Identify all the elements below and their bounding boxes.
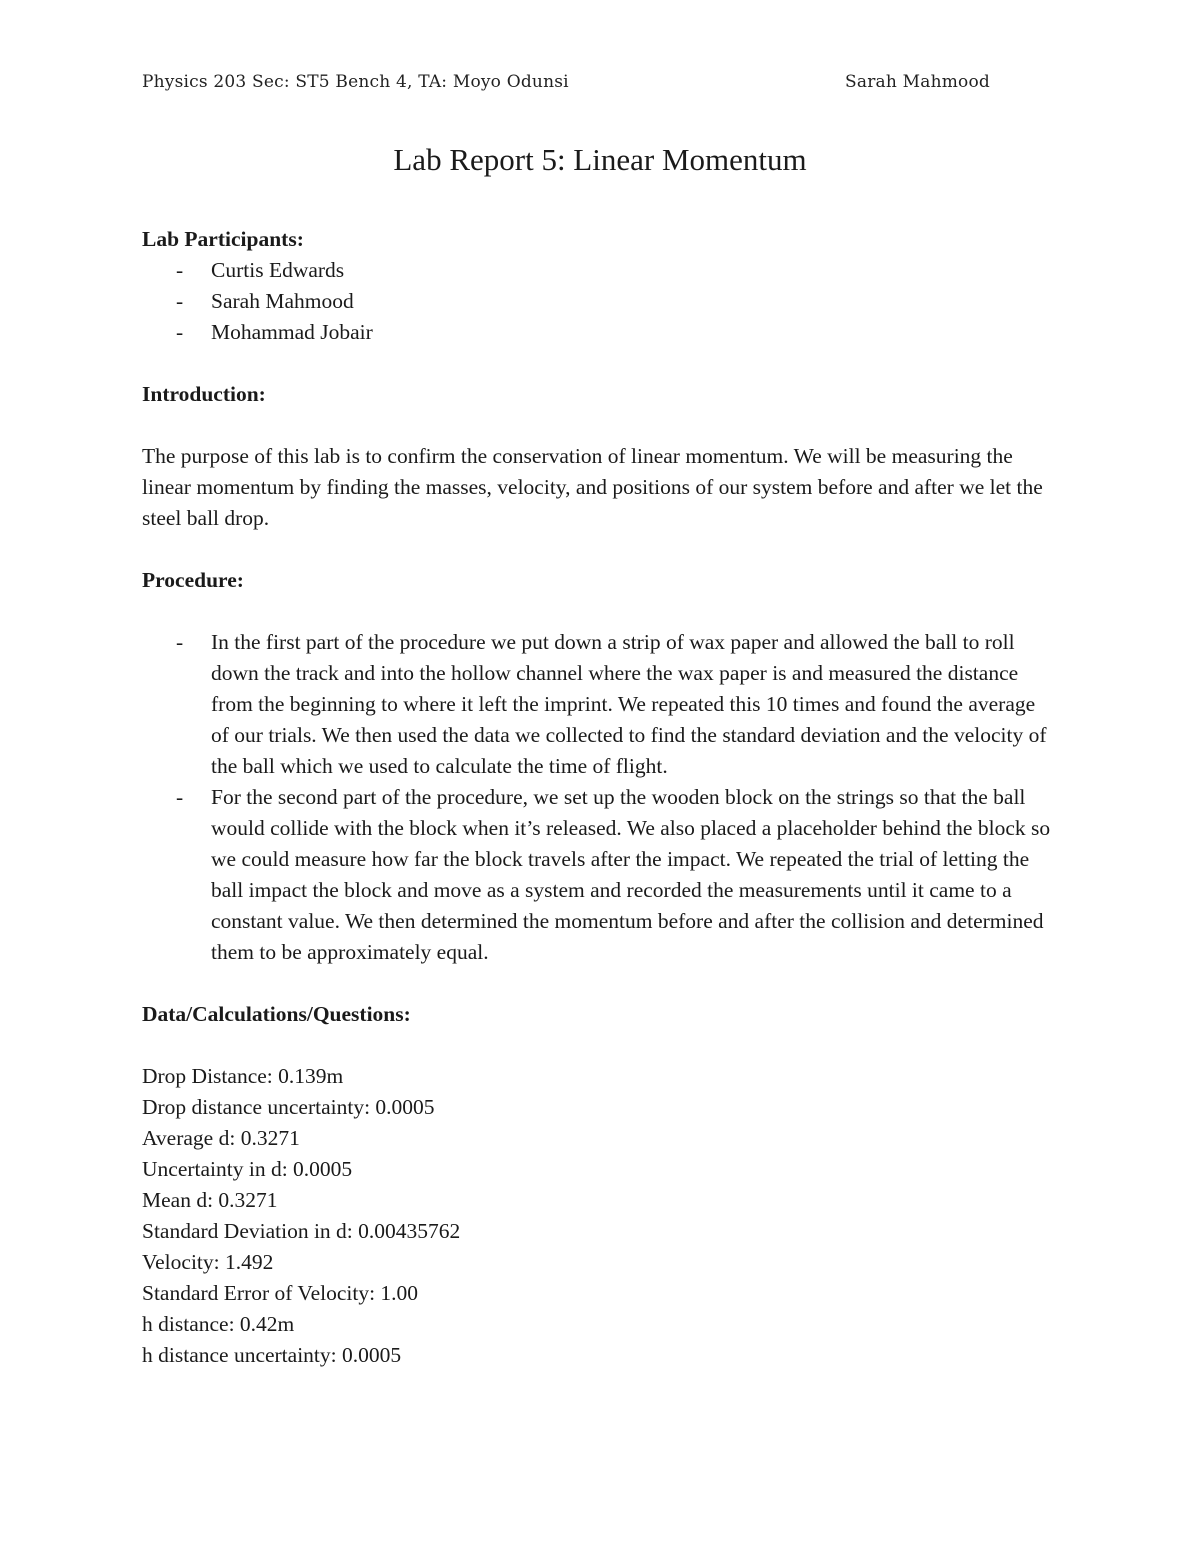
list-item — [142, 782, 1058, 968]
participants-list — [142, 255, 1058, 348]
introduction-paragraph: The purpose of this lab is to confirm the conservation of linear momentum. We will be measuring the linear momentum by finding the masses, velocity, and positions of our system before and after we let the steel ball drop. — [142, 444, 1043, 530]
data-line: Standard Error of Velocity: 1.00 — [142, 1281, 419, 1305]
list-item — [142, 627, 1058, 782]
data-line: Velocity: 1.492 — [142, 1250, 274, 1274]
header-author: Sarah Mahmood — [845, 72, 990, 92]
data-line: Uncertainty in d: 0.0005 — [142, 1157, 353, 1181]
procedure-list — [142, 627, 1058, 968]
data-line: Drop distance uncertainty: 0.0005 — [142, 1095, 435, 1119]
participant-name: Sarah Mahmood — [211, 289, 354, 313]
participants-heading: Lab Participants: — [142, 227, 304, 251]
report-title: Lab Report 5: Linear Momentum — [393, 142, 807, 177]
procedure-step: In the first part of the procedure we put down a strip of wax paper and allowed the ball to roll down the track and into the hollow channel where the wax paper is and measured the distance from the beginning to where it left the imprint. We repeated this 10 times and found the average of our trials. We then used the data we collected to find the standard deviation and the velocity of the ball which we used to calculate the time of flight. — [211, 630, 1047, 778]
participant-name: Curtis Edwards — [211, 258, 345, 282]
data-line: Mean d: 0.3271 — [142, 1188, 278, 1212]
introduction-heading: Introduction: — [142, 382, 266, 406]
dash-bullet: - — [176, 258, 184, 282]
data-line: Standard Deviation in d: 0.00435762 — [142, 1219, 461, 1243]
dash-bullet: - — [176, 289, 184, 313]
data-line: h distance: 0.42m — [142, 1312, 295, 1336]
data-list — [142, 1061, 1058, 1371]
participant-name: Mohammad Jobair — [211, 320, 373, 344]
list-item — [142, 317, 1058, 348]
page-header — [142, 72, 990, 98]
dash-bullet: - — [176, 785, 184, 809]
report-body — [142, 224, 1058, 1371]
data-line: Drop Distance: 0.139m — [142, 1064, 344, 1088]
data-heading: Data/Calculations/Questions: — [142, 1002, 411, 1026]
dash-bullet: - — [176, 630, 184, 654]
dash-bullet: - — [176, 320, 184, 344]
procedure-heading: Procedure: — [142, 568, 244, 592]
header-course-info: Physics 203 Sec: ST5 Bench 4, TA: Moyo Odunsi — [142, 72, 569, 92]
procedure-step: For the second part of the procedure, we set up the wooden block on the strings so that the ball would collide with the block when it’s released. We also placed a placeholder behind the block so we could measure how far the block travels after the impact. We repeated the trial of letting the ball impact the block and move as a system and recorded the measurements until it came to a constant value. We then determined the momentum before and after the collision and determined them to be approximately equal. — [211, 785, 1051, 964]
data-line: Average d: 0.3271 — [142, 1126, 300, 1150]
data-line: h distance uncertainty: 0.0005 — [142, 1343, 402, 1367]
list-item — [142, 286, 1058, 317]
list-item — [142, 255, 1058, 286]
